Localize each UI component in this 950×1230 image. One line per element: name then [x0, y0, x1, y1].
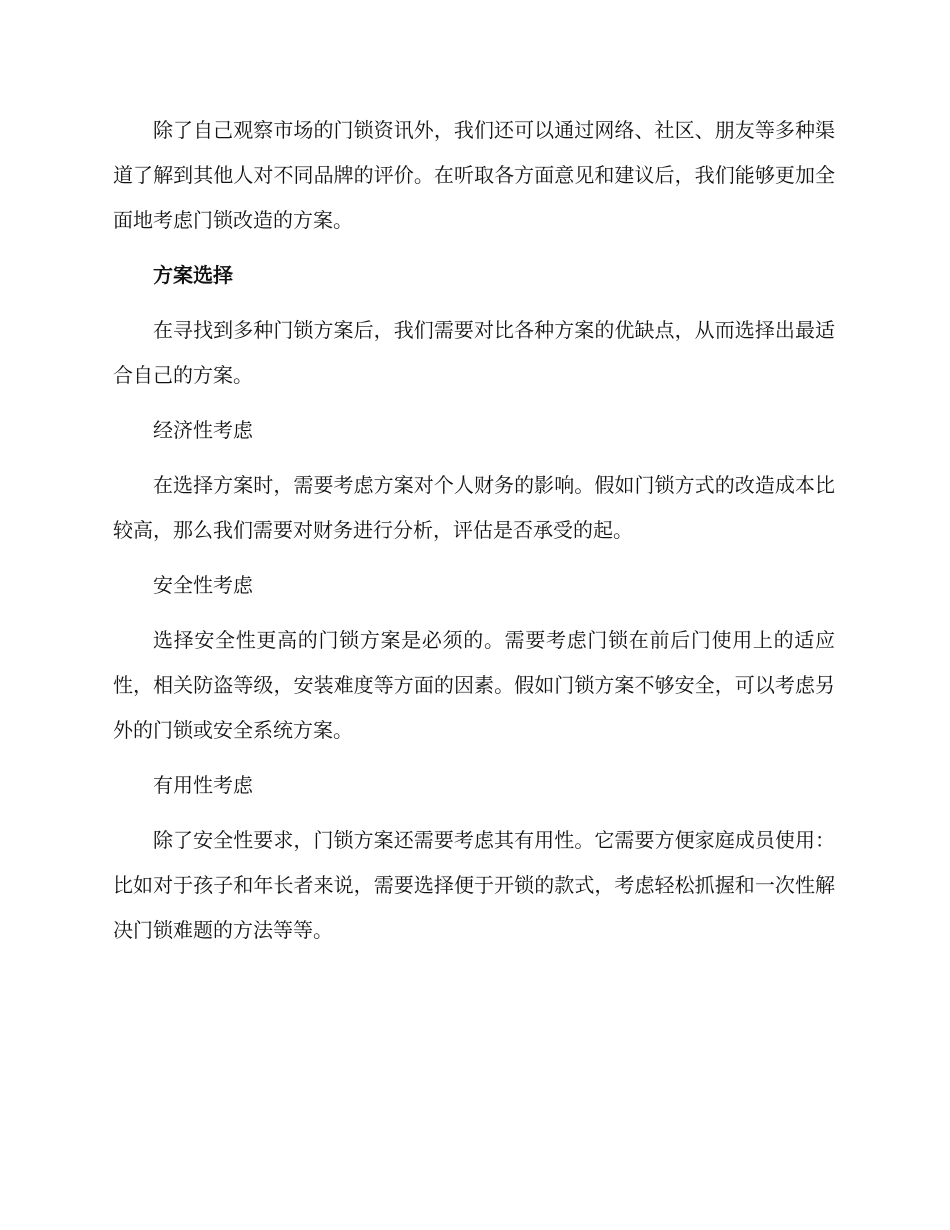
subheading-usability: 有用性考虑 [153, 773, 253, 797]
paragraph-usability: 除了安全性要求，门锁方案还需要考虑其有用性。它需要方便家庭成员使用：比如对于孩子和年长者来说，需要选择便于开锁的款式，考虑轻松抓握和一次性解决门锁难题的方法等等。 [113, 828, 835, 942]
paragraph-gap [113, 243, 835, 253]
paragraph-gap [113, 753, 835, 763]
paragraph-gap [113, 808, 835, 818]
paragraph-economy: 在选择方案时，需要考虑方案对个人财务的影响。假如门锁方式的改造成本比较高，那么我们需要对财务进行分析，评估是否承受的起。 [113, 473, 835, 542]
subheading-economy: 经济性考虑 [153, 418, 253, 442]
paragraph-market-info: 除了自己观察市场的门锁资讯外，我们还可以通过网络、社区、朋友等多种渠道了解到其他人对不同品牌的评价。在听取各方面意见和建议后，我们能够更加全面地考虑门锁改造的方案。 [113, 118, 835, 232]
paragraph-gap [113, 298, 835, 308]
paragraph-gap [113, 553, 835, 563]
paragraph-gap [113, 608, 835, 618]
paragraph-gap [113, 398, 835, 408]
document-body [113, 108, 835, 953]
section-heading-plan-selection: 方案选择 [153, 263, 233, 287]
paragraph-security: 选择安全性更高的门锁方案是必须的。需要考虑门锁在前后门使用上的适应性，相关防盗等级，安装难度等方面的因素。假如门锁方案不够安全，可以考虑另外的门锁或安全系统方案。 [113, 628, 835, 742]
paragraph-plan-comparison: 在寻找到多种门锁方案后，我们需要对比各种方案的优缺点，从而选择出最适合自己的方案。 [113, 318, 835, 387]
subheading-security: 安全性考虑 [153, 573, 253, 597]
paragraph-gap [113, 453, 835, 463]
